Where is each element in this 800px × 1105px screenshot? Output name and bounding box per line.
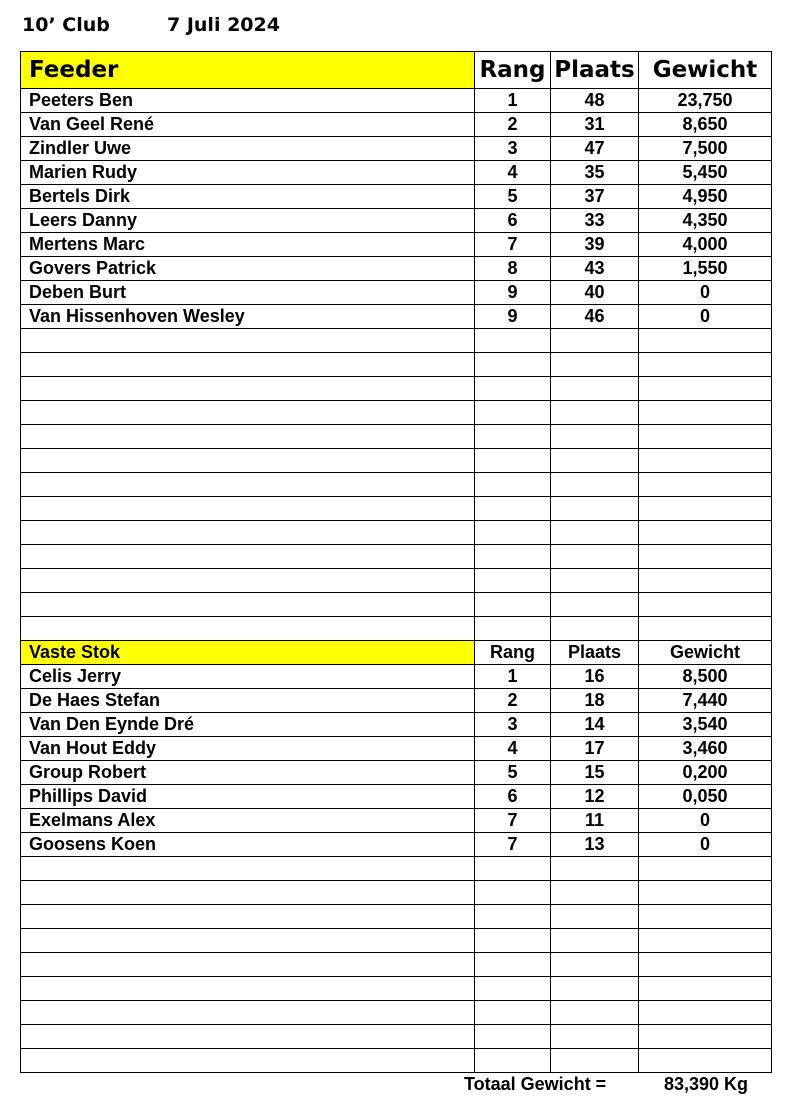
cell-rang: 7: [475, 233, 551, 257]
empty-row: [21, 1001, 772, 1025]
empty-row: [21, 329, 772, 353]
cell-name: Exelmans Alex: [21, 809, 475, 833]
empty-cell: [475, 1049, 551, 1073]
table-row: [21, 713, 772, 737]
column-header-gewicht: Gewicht: [639, 641, 772, 665]
cell-name: Group Robert: [21, 761, 475, 785]
empty-cell: [21, 1025, 475, 1049]
empty-row: [21, 905, 772, 929]
empty-cell: [475, 377, 551, 401]
cell-name: Bertels Dirk: [21, 185, 475, 209]
empty-row: [21, 497, 772, 521]
empty-cell: [21, 329, 475, 353]
empty-cell: [551, 401, 639, 425]
feeder-header-row: [21, 52, 772, 89]
empty-cell: [639, 329, 772, 353]
results-table: [20, 51, 772, 1073]
table-row: [21, 233, 772, 257]
table-row: [21, 305, 772, 329]
empty-cell: [639, 377, 772, 401]
cell-plaats: 11: [551, 809, 639, 833]
empty-cell: [21, 905, 475, 929]
cell-plaats: 16: [551, 665, 639, 689]
empty-cell: [551, 377, 639, 401]
empty-cell: [475, 857, 551, 881]
cell-plaats: 35: [551, 161, 639, 185]
cell-rang: 5: [475, 761, 551, 785]
empty-cell: [551, 521, 639, 545]
empty-cell: [551, 473, 639, 497]
cell-name: Mertens Marc: [21, 233, 475, 257]
empty-row: [21, 353, 772, 377]
empty-cell: [551, 857, 639, 881]
empty-row: [21, 377, 772, 401]
empty-cell: [551, 545, 639, 569]
cell-plaats: 39: [551, 233, 639, 257]
empty-cell: [639, 569, 772, 593]
cell-name: Deben Burt: [21, 281, 475, 305]
empty-cell: [551, 977, 639, 1001]
table-row: [21, 161, 772, 185]
cell-name: Van Hout Eddy: [21, 737, 475, 761]
cell-plaats: 14: [551, 713, 639, 737]
empty-cell: [639, 521, 772, 545]
column-header-rang: Rang: [475, 52, 551, 89]
empty-row: [21, 617, 772, 641]
cell-plaats: 46: [551, 305, 639, 329]
empty-cell: [639, 905, 772, 929]
empty-cell: [551, 353, 639, 377]
cell-gewicht: 4,000: [639, 233, 772, 257]
cell-rang: 9: [475, 281, 551, 305]
empty-cell: [475, 401, 551, 425]
empty-cell: [639, 881, 772, 905]
empty-row: [21, 1025, 772, 1049]
empty-cell: [639, 425, 772, 449]
column-header-rang: Rang: [475, 641, 551, 665]
empty-cell: [475, 449, 551, 473]
table-row: [21, 281, 772, 305]
cell-rang: 6: [475, 209, 551, 233]
empty-cell: [21, 425, 475, 449]
empty-row: [21, 881, 772, 905]
empty-cell: [475, 353, 551, 377]
empty-row: [21, 569, 772, 593]
empty-cell: [475, 1001, 551, 1025]
cell-plaats: 18: [551, 689, 639, 713]
table-row: [21, 89, 772, 113]
cell-rang: 3: [475, 137, 551, 161]
empty-cell: [475, 881, 551, 905]
empty-cell: [551, 449, 639, 473]
empty-row: [21, 401, 772, 425]
cell-name: Zindler Uwe: [21, 137, 475, 161]
empty-cell: [639, 545, 772, 569]
cell-plaats: 33: [551, 209, 639, 233]
cell-plaats: 47: [551, 137, 639, 161]
table-row: [21, 257, 772, 281]
empty-cell: [551, 929, 639, 953]
cell-gewicht: 0: [639, 809, 772, 833]
cell-plaats: 17: [551, 737, 639, 761]
empty-cell: [639, 353, 772, 377]
cell-rang: 6: [475, 785, 551, 809]
column-header-name: Feeder: [21, 52, 475, 89]
empty-cell: [21, 377, 475, 401]
empty-cell: [475, 929, 551, 953]
empty-row: [21, 545, 772, 569]
cell-plaats: 12: [551, 785, 639, 809]
cell-gewicht: 0: [639, 833, 772, 857]
cell-rang: 4: [475, 161, 551, 185]
empty-row: [21, 521, 772, 545]
cell-name: Marien Rudy: [21, 161, 475, 185]
table-row: [21, 113, 772, 137]
cell-plaats: 40: [551, 281, 639, 305]
empty-cell: [475, 521, 551, 545]
table-row: [21, 689, 772, 713]
empty-row: [21, 593, 772, 617]
table-row: [21, 809, 772, 833]
cell-name: De Haes Stefan: [21, 689, 475, 713]
empty-cell: [475, 497, 551, 521]
cell-plaats: 13: [551, 833, 639, 857]
empty-cell: [639, 929, 772, 953]
table-row: [21, 737, 772, 761]
empty-cell: [21, 521, 475, 545]
cell-name: Phillips David: [21, 785, 475, 809]
empty-cell: [21, 857, 475, 881]
cell-rang: 9: [475, 305, 551, 329]
empty-cell: [21, 617, 475, 641]
empty-cell: [475, 569, 551, 593]
cell-name: Celis Jerry: [21, 665, 475, 689]
cell-rang: 1: [475, 89, 551, 113]
empty-cell: [639, 401, 772, 425]
cell-rang: 2: [475, 689, 551, 713]
empty-cell: [551, 617, 639, 641]
empty-row: [21, 425, 772, 449]
cell-gewicht: 4,350: [639, 209, 772, 233]
empty-cell: [21, 1001, 475, 1025]
empty-cell: [475, 617, 551, 641]
empty-cell: [475, 473, 551, 497]
cell-gewicht: 8,650: [639, 113, 772, 137]
empty-cell: [21, 953, 475, 977]
cell-gewicht: 23,750: [639, 89, 772, 113]
empty-cell: [639, 497, 772, 521]
cell-rang: 7: [475, 833, 551, 857]
empty-cell: [21, 977, 475, 1001]
empty-cell: [21, 569, 475, 593]
vaste-stok-header-row: [21, 641, 772, 665]
empty-cell: [21, 353, 475, 377]
table-row: [21, 761, 772, 785]
empty-cell: [21, 593, 475, 617]
empty-cell: [551, 593, 639, 617]
cell-gewicht: 3,460: [639, 737, 772, 761]
column-header-plaats: Plaats: [551, 52, 639, 89]
empty-cell: [639, 617, 772, 641]
cell-plaats: 43: [551, 257, 639, 281]
empty-cell: [639, 1049, 772, 1073]
total-weight-label: Totaal Gewicht =: [464, 1074, 607, 1094]
empty-cell: [639, 1025, 772, 1049]
table-row: [21, 785, 772, 809]
empty-cell: [21, 929, 475, 953]
cell-gewicht: 0: [639, 305, 772, 329]
empty-cell: [475, 977, 551, 1001]
cell-rang: 5: [475, 185, 551, 209]
cell-rang: 4: [475, 737, 551, 761]
cell-plaats: 31: [551, 113, 639, 137]
column-header-plaats: Plaats: [551, 641, 639, 665]
cell-gewicht: 0,200: [639, 761, 772, 785]
cell-gewicht: 7,500: [639, 137, 772, 161]
cell-name: Goosens Koen: [21, 833, 475, 857]
empty-cell: [475, 425, 551, 449]
empty-row: [21, 977, 772, 1001]
empty-cell: [551, 953, 639, 977]
cell-rang: 3: [475, 713, 551, 737]
empty-cell: [551, 1049, 639, 1073]
cell-gewicht: 0: [639, 281, 772, 305]
cell-gewicht: 3,540: [639, 713, 772, 737]
cell-gewicht: 8,500: [639, 665, 772, 689]
empty-cell: [21, 1049, 475, 1073]
cell-name: Leers Danny: [21, 209, 475, 233]
column-header-name: Vaste Stok: [21, 641, 475, 665]
empty-cell: [639, 593, 772, 617]
cell-plaats: 37: [551, 185, 639, 209]
cell-rang: 1: [475, 665, 551, 689]
empty-cell: [475, 593, 551, 617]
empty-cell: [639, 473, 772, 497]
cell-name: Van Den Eynde Dré: [21, 713, 475, 737]
empty-cell: [21, 881, 475, 905]
cell-name: Van Hissenhoven Wesley: [21, 305, 475, 329]
cell-gewicht: 5,450: [639, 161, 772, 185]
empty-cell: [551, 1001, 639, 1025]
table-row: [21, 833, 772, 857]
empty-row: [21, 1049, 772, 1073]
cell-name: Peeters Ben: [21, 89, 475, 113]
cell-rang: 7: [475, 809, 551, 833]
cell-gewicht: 0,050: [639, 785, 772, 809]
empty-cell: [639, 977, 772, 1001]
empty-cell: [551, 1025, 639, 1049]
table-row: [21, 185, 772, 209]
empty-row: [21, 449, 772, 473]
cell-plaats: 15: [551, 761, 639, 785]
empty-cell: [21, 401, 475, 425]
cell-gewicht: 4,950: [639, 185, 772, 209]
empty-cell: [21, 473, 475, 497]
empty-row: [21, 953, 772, 977]
empty-cell: [475, 1025, 551, 1049]
column-header-gewicht: Gewicht: [639, 52, 772, 89]
empty-row: [21, 857, 772, 881]
event-date: 7 Juli 2024: [167, 14, 280, 36]
table-row: [21, 209, 772, 233]
empty-cell: [551, 905, 639, 929]
empty-cell: [475, 905, 551, 929]
table-row: [21, 665, 772, 689]
cell-gewicht: 7,440: [639, 689, 772, 713]
cell-gewicht: 1,550: [639, 257, 772, 281]
empty-cell: [475, 329, 551, 353]
total-weight-value: 83,390 Kg: [664, 1074, 749, 1094]
empty-cell: [551, 497, 639, 521]
empty-cell: [639, 1001, 772, 1025]
cell-name: Van Geel René: [21, 113, 475, 137]
club-name: 10’ Club: [22, 14, 110, 36]
table-row: [21, 137, 772, 161]
empty-cell: [639, 953, 772, 977]
empty-row: [21, 929, 772, 953]
cell-name: Govers Patrick: [21, 257, 475, 281]
empty-cell: [21, 545, 475, 569]
empty-cell: [21, 497, 475, 521]
empty-cell: [551, 569, 639, 593]
cell-plaats: 48: [551, 89, 639, 113]
empty-cell: [551, 329, 639, 353]
cell-rang: 8: [475, 257, 551, 281]
empty-cell: [551, 881, 639, 905]
empty-cell: [551, 425, 639, 449]
cell-rang: 2: [475, 113, 551, 137]
empty-cell: [21, 449, 475, 473]
empty-cell: [639, 857, 772, 881]
empty-cell: [475, 953, 551, 977]
empty-row: [21, 473, 772, 497]
empty-cell: [475, 545, 551, 569]
empty-cell: [639, 449, 772, 473]
